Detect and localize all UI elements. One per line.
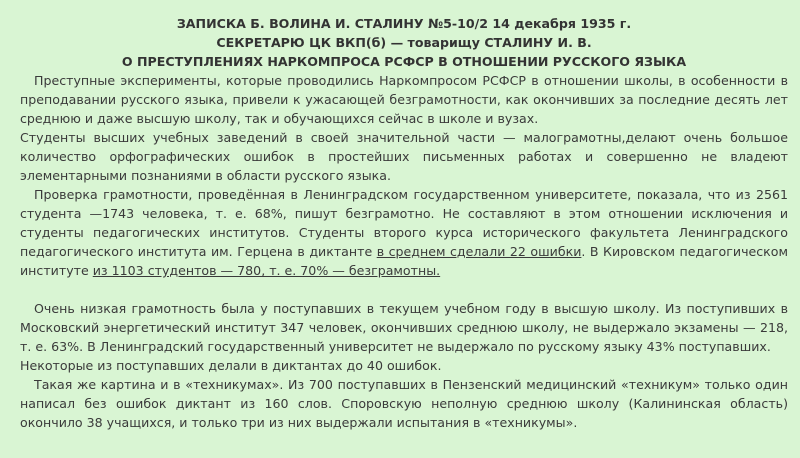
header-line-2: СЕКРЕТАРЮ ЦК ВКП(б) — товарищу СТАЛИНУ И. В.	[216, 35, 592, 50]
paragraph-3-text-a: Проверка грамотности, проведённая в Ленинградском государственном университете, показала, что из 2561 студента —1743 человека, т. е. 68%, пишут безграмотно. Не составляют в этом отношении исключения и студенты педагогических институтов. Студенты второго курса исторического факультета Ленинградского педагогического института им. Герцена в диктанте	[20, 187, 788, 259]
paragraph-3-text-b: . В Кировском педагогическом институте	[20, 244, 788, 278]
header-line-1: ЗАПИСКА Б. ВОЛИНА И. СТАЛИНУ №5-10/2 14 декабря 1935 г.	[176, 16, 632, 31]
paragraph-5: Некоторые из поступавших делали в диктантах до 40 ошибок.	[20, 358, 442, 373]
paragraph-1: Преступные эксперименты, которые проводились Наркомпросом РСФСР в отношении школы, в особенности в преподавании русского языка, привели к ужасающей безграмотности, как окончивших за последние десять лет среднюю и даже высшую школу, так и обучающихся сейчас в школе и вузах.	[20, 73, 788, 126]
paragraph-3	[20, 185, 788, 280]
paragraph-6: Такая же картина и в «техникумах». Из 700 поступавших в Пензенский медицинский «техникум» только один написал без ошибок диктант из 160 слов. Споровскую неполную среднюю школу (Калининская область) окончило 38 учащихся, и только три из них выдержали испытания в «техникумы».	[20, 377, 788, 430]
document-header	[20, 14, 788, 71]
paragraph-gap	[20, 280, 788, 299]
underlined-illiterate-stat: из 1103 студентов — 780, т. е. 70% — безграмотны.	[92, 263, 441, 278]
underlined-errors-average: в среднем сделали 22 ошибки	[376, 244, 582, 259]
header-line-3: О ПРЕСТУПЛЕНИЯХ НАРКОМПРОСА РСФСР В ОТНОШЕНИИ РУССКОГО ЯЗЫКА	[121, 54, 687, 69]
paragraph-4: Очень низкая грамотность была у поступавших в текущем учебном году в высшую школу. Из поступивших в Московский энергетический институт 347 человек, окончивших среднюю школу, не выдержало экзамены — 218, т. е. 63%. В Ленинградский государственный университет не выдержало по русскому языку 43% поступавших.	[20, 301, 788, 354]
paragraph-2: Студенты высших учебных заведений в своей значительной части — малограмотны,делают очень большое количество орфографических ошибок в простейших письменных работах и совершенно не владеют элементарными познаниями в области русского языка.	[20, 130, 788, 183]
